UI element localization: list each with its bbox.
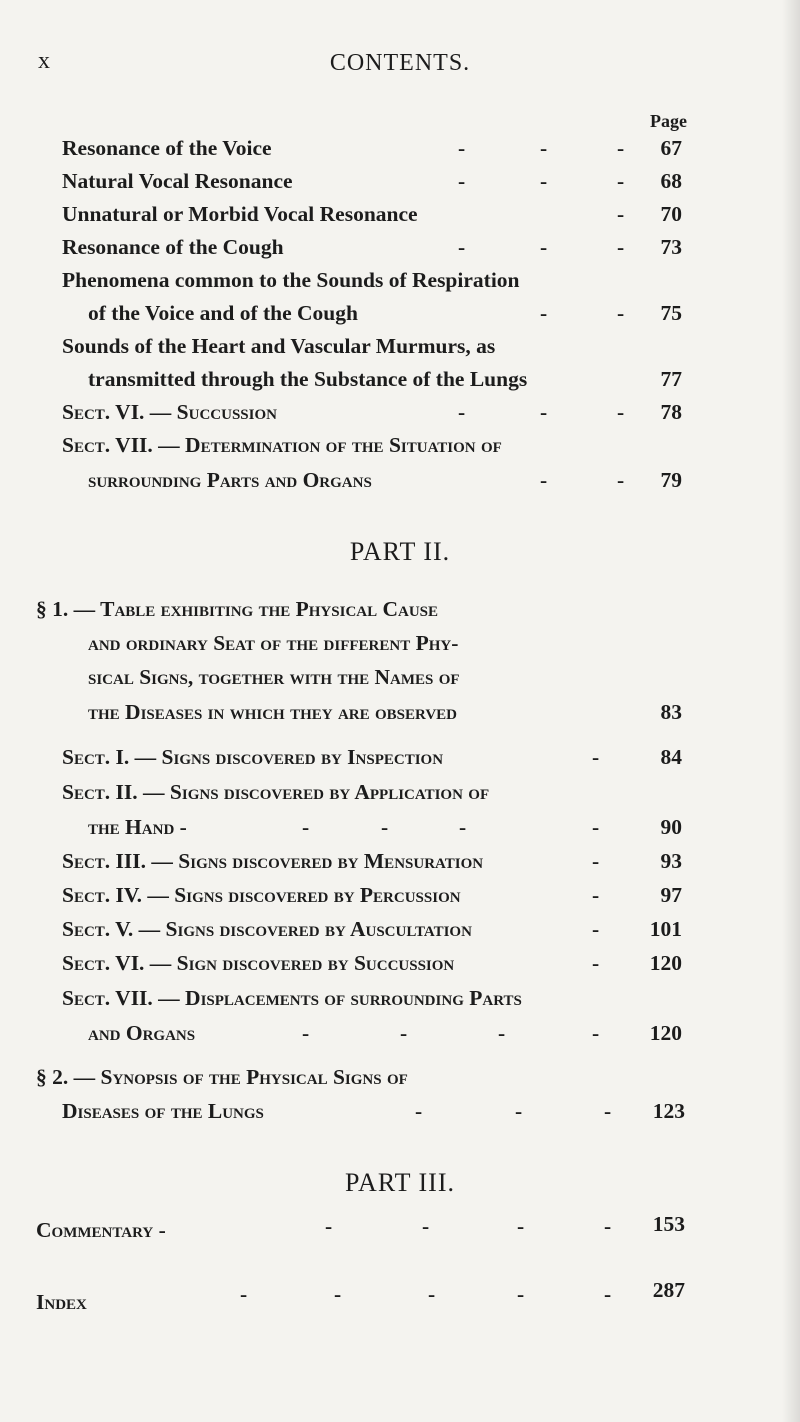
leader-dash: - xyxy=(458,400,466,424)
leader-dash: - xyxy=(540,136,548,160)
entry-title: Sect. VI. — Sign discovered by Succussion xyxy=(62,951,455,975)
leader-dash: - xyxy=(592,849,600,873)
leader-dash: - xyxy=(459,815,467,839)
entry-title: Sect. I. — Signs discovered by Inspection xyxy=(62,745,444,769)
leader-dash: - xyxy=(592,745,600,769)
entry-page: 68 xyxy=(660,169,682,193)
leader-dash: - xyxy=(400,1021,408,1045)
leader-dash: - xyxy=(458,136,466,160)
entry-title-line1: Sect. VII. — Determination of the Situation of xyxy=(62,433,502,457)
entry-page: 101 xyxy=(649,917,682,941)
entry-title-line1: § 2. — Synopsis of the Physical Signs of xyxy=(36,1065,408,1089)
entry-page: 120 xyxy=(649,1021,682,1045)
leader-dash: - xyxy=(592,917,600,941)
entry-title: Resonance of the Voice xyxy=(62,136,272,160)
entry-page: 79 xyxy=(660,468,682,492)
leader-dash: - xyxy=(592,951,600,975)
leader-dash: - xyxy=(604,1099,612,1123)
leader-dash: - xyxy=(617,468,625,492)
entry-page: 93 xyxy=(660,849,682,873)
leader-dash: - xyxy=(458,235,466,259)
entry-page: 153 xyxy=(652,1212,685,1236)
page-number: x xyxy=(38,48,50,74)
entry-title-line2: surrounding Parts and Organs xyxy=(88,468,372,492)
entry-title-line3: sical Signs, together with the Names of xyxy=(88,665,460,689)
entry-title-line1: Sounds of the Heart and Vascular Murmurs, as xyxy=(62,334,496,358)
entry-page: 77 xyxy=(660,367,682,391)
entry-title-line2: Diseases of the Lungs xyxy=(62,1099,264,1123)
entry-title-line1: § 1. — Table exhibiting the Physical Cause xyxy=(36,597,439,621)
entry-title: Resonance of the Cough xyxy=(62,235,284,259)
entry-title-line2: and Organs xyxy=(88,1021,196,1045)
leader-dash: - xyxy=(334,1282,342,1306)
leader-dash: - xyxy=(540,468,548,492)
leader-dash: - xyxy=(604,1214,612,1238)
leader-dash: - xyxy=(517,1214,525,1238)
leader-dash: - xyxy=(302,1021,310,1045)
entry-page: 83 xyxy=(660,700,682,724)
entry-title-line1: Sect. II. — Signs discovered by Application of xyxy=(62,780,490,804)
entry-title-line4: the Diseases in which they are observed xyxy=(88,700,458,724)
entry-page: 75 xyxy=(660,301,682,325)
leader-dash: - xyxy=(428,1282,436,1306)
entry-title: Sect. III. — Signs discovered by Mensuration xyxy=(62,849,484,873)
entry-title: Sect. VI. — Succussion xyxy=(62,400,277,424)
entry-page: 97 xyxy=(660,883,682,907)
leader-dash: - xyxy=(617,136,625,160)
leader-dash: - xyxy=(592,1021,600,1045)
leader-dash: - xyxy=(540,235,548,259)
entry-title: Sect. V. — Signs discovered by Auscultation xyxy=(62,917,472,941)
leader-dash: - xyxy=(517,1282,525,1306)
leader-dash: - xyxy=(458,169,466,193)
leader-dash: - xyxy=(498,1021,506,1045)
entry-page: 90 xyxy=(660,815,682,839)
leader-dash: - xyxy=(540,400,548,424)
leader-dash: - xyxy=(592,815,600,839)
entry-title: Sect. IV. — Signs discovered by Percussion xyxy=(62,883,461,907)
leader-dash: - xyxy=(592,883,600,907)
leader-dash: - xyxy=(325,1214,333,1238)
leader-dash: - xyxy=(617,235,625,259)
entry-title: Commentary - xyxy=(36,1218,166,1242)
leader-dash: - xyxy=(540,169,548,193)
leader-dash: - xyxy=(381,815,389,839)
part-heading: PART II. xyxy=(349,537,451,566)
entry-title-line2: transmitted through the Substance of the Lungs xyxy=(88,367,528,391)
leader-dash: - xyxy=(240,1282,248,1306)
entry-title-line2: of the Voice and of the Cough xyxy=(88,301,358,325)
entry-page: 73 xyxy=(660,235,682,259)
leader-dash: - xyxy=(415,1099,423,1123)
entry-page: 287 xyxy=(652,1278,685,1302)
leader-dash: - xyxy=(604,1282,612,1306)
entry-title: Unnatural or Morbid Vocal Resonance xyxy=(62,202,418,226)
leader-dash: - xyxy=(617,301,625,325)
entry-page: 70 xyxy=(660,202,682,226)
entry-page: 67 xyxy=(660,136,682,160)
entry-page: 84 xyxy=(660,745,682,769)
leader-dash: - xyxy=(617,400,625,424)
entry-title: Index xyxy=(36,1290,87,1314)
entry-title-line2: and ordinary Seat of the different Phy- xyxy=(88,631,459,655)
leader-dash: - xyxy=(617,169,625,193)
leader-dash: - xyxy=(422,1214,430,1238)
part-heading: PART III. xyxy=(344,1168,456,1197)
entry-title: Natural Vocal Resonance xyxy=(62,169,293,193)
leader-dash: - xyxy=(515,1099,523,1123)
page-title: CONTENTS. xyxy=(329,50,471,76)
entry-title-line1: Phenomena common to the Sounds of Respiration xyxy=(62,268,520,292)
page-column-label: Page xyxy=(650,111,687,131)
entry-page: 78 xyxy=(660,400,682,424)
leader-dash: - xyxy=(540,301,548,325)
page-edge-shadow xyxy=(782,0,800,1422)
leader-dash: - xyxy=(302,815,310,839)
entry-page: 123 xyxy=(652,1099,685,1123)
entry-page: 120 xyxy=(649,951,682,975)
entry-title-line1: Sect. VII. — Displacements of surrounding Parts xyxy=(62,986,522,1010)
entry-title-line2: the Hand - xyxy=(88,815,187,839)
leader-dash: - xyxy=(617,202,625,226)
